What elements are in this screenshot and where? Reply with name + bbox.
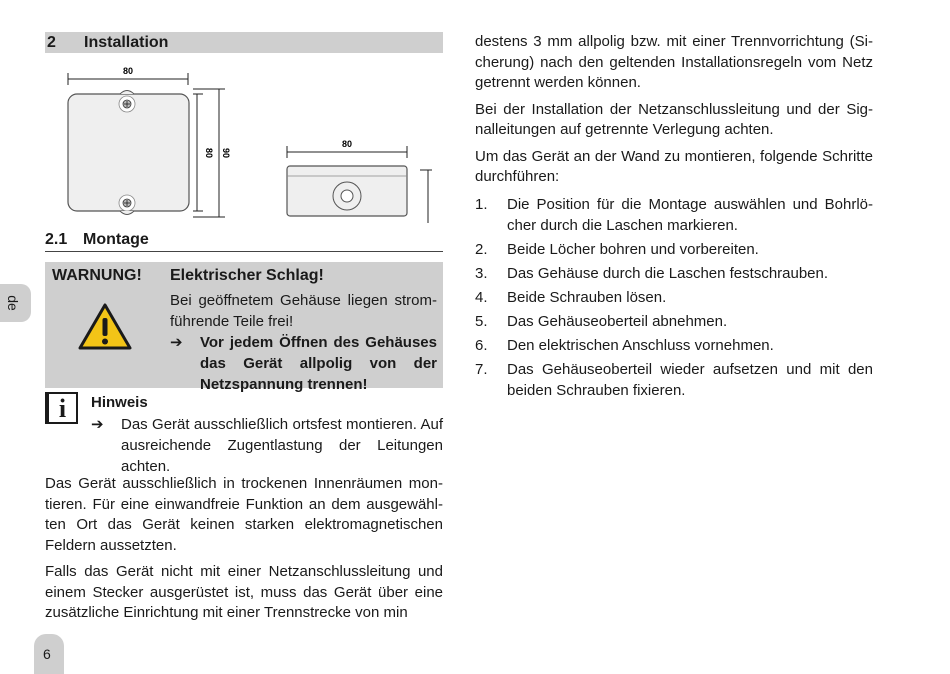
arrow-right-icon: ➔ bbox=[91, 416, 104, 433]
step-number: 2. bbox=[475, 240, 488, 258]
list-item bbox=[475, 263, 873, 284]
step-number: 1. bbox=[475, 195, 488, 213]
warning-action-text: Vor jedem Öffnen des Gehäuses das Gerät allpolig von der Netzspannung trennen! bbox=[200, 334, 437, 393]
list-item bbox=[475, 239, 873, 260]
warning-triangle-icon bbox=[77, 302, 133, 352]
warning-title: Elektrischer Schlag! bbox=[170, 267, 324, 284]
front-width-label: 80 bbox=[122, 66, 134, 76]
step-number: 4. bbox=[475, 288, 488, 306]
list-item bbox=[475, 287, 873, 308]
info-icon: i bbox=[45, 392, 78, 424]
hint-text bbox=[91, 414, 443, 477]
list-item bbox=[475, 311, 873, 332]
paragraph: Das Gerät ausschließlich in trockenen Innenräumen montieren. Für eine einwandfreie Funktion an dem ausgewählten Ort das Gerät keinen starken elektromagnetischen Feldern aussetzten. bbox=[45, 475, 443, 554]
step-text: Das Gehäuseoberteil abnehmen. bbox=[507, 312, 728, 330]
step-text: Das Gehäuse durch die Laschen festschrauben. bbox=[507, 264, 829, 282]
step-text: Den elektrischen Anschluss vornehmen. bbox=[507, 336, 774, 354]
hint-title: Hinweis bbox=[91, 394, 148, 411]
step-number: 7. bbox=[475, 360, 488, 378]
paragraph: destens 3 mm allpolig bzw. mit einer Trennvorrichtung (Sicherung) nach den geltenden Installationsregeln vom Netz getrennt werden können. bbox=[475, 33, 873, 91]
hint-body: Das Gerät ausschließlich ortsfest montieren. Auf ausreichende Zugentlastung der Leitungen achten. bbox=[121, 416, 443, 475]
step-number: 3. bbox=[475, 264, 488, 282]
front-view-drawing bbox=[65, 63, 255, 223]
left-column bbox=[45, 32, 443, 630]
paragraph: Bei der Installation der Netzanschlussleitung und der Signalleitungen auf getrennte Verlegung achten. bbox=[475, 100, 873, 138]
step-text: Die Position für die Montage auswählen und Bohrlöcher durch die Laschen markieren. bbox=[507, 195, 873, 234]
page-number: 6 bbox=[43, 646, 51, 662]
step-text: Beide Schrauben lösen. bbox=[507, 288, 667, 306]
step-text: Das Gehäuseoberteil wieder aufsetzen und mit den beiden Schrauben fixieren. bbox=[507, 360, 873, 399]
dimension-drawings bbox=[45, 63, 443, 223]
side-view-drawing bbox=[270, 63, 440, 223]
front-outer-height-label: 90 bbox=[221, 147, 231, 159]
right-column bbox=[475, 32, 873, 404]
subsection-number: 2.1 bbox=[45, 231, 68, 248]
section-title: Installation bbox=[84, 34, 169, 51]
paragraph: Falls das Gerät nicht mit einer Netzanschlussleitung und einem Stecker ausgerüstet ist, muss das Gerät über eine zusätzliche Einrichtung mit einer Trennstrecke von min bbox=[45, 563, 443, 621]
side-width-label: 80 bbox=[341, 139, 353, 149]
language-tab bbox=[0, 284, 31, 322]
list-item bbox=[475, 194, 873, 236]
installation-steps bbox=[475, 194, 873, 401]
page-number-tab bbox=[34, 634, 64, 674]
list-item bbox=[475, 335, 873, 356]
arrow-right-icon: ➔ bbox=[170, 334, 183, 351]
section-heading bbox=[45, 32, 443, 53]
warning-box bbox=[45, 262, 443, 393]
step-number: 6. bbox=[475, 336, 488, 354]
section-number: 2 bbox=[47, 34, 56, 51]
front-height-label: 80 bbox=[204, 147, 214, 159]
hint-box bbox=[45, 392, 443, 474]
warning-action bbox=[170, 332, 437, 395]
step-number: 5. bbox=[475, 312, 488, 330]
warning-label: WARNUNG! bbox=[52, 267, 142, 284]
language-label: de bbox=[4, 295, 21, 311]
warning-text: Bei geöffnetem Gehäuse liegen stromführende Teile frei! bbox=[170, 292, 437, 330]
paragraph: Um das Gerät an der Wand zu montieren, folgende Schritte durchführen: bbox=[475, 147, 873, 185]
step-text: Beide Löcher bohren und vorbereiten. bbox=[507, 240, 759, 258]
subsection-title: Montage bbox=[83, 231, 149, 248]
subsection-heading bbox=[45, 231, 443, 252]
list-item bbox=[475, 359, 873, 401]
